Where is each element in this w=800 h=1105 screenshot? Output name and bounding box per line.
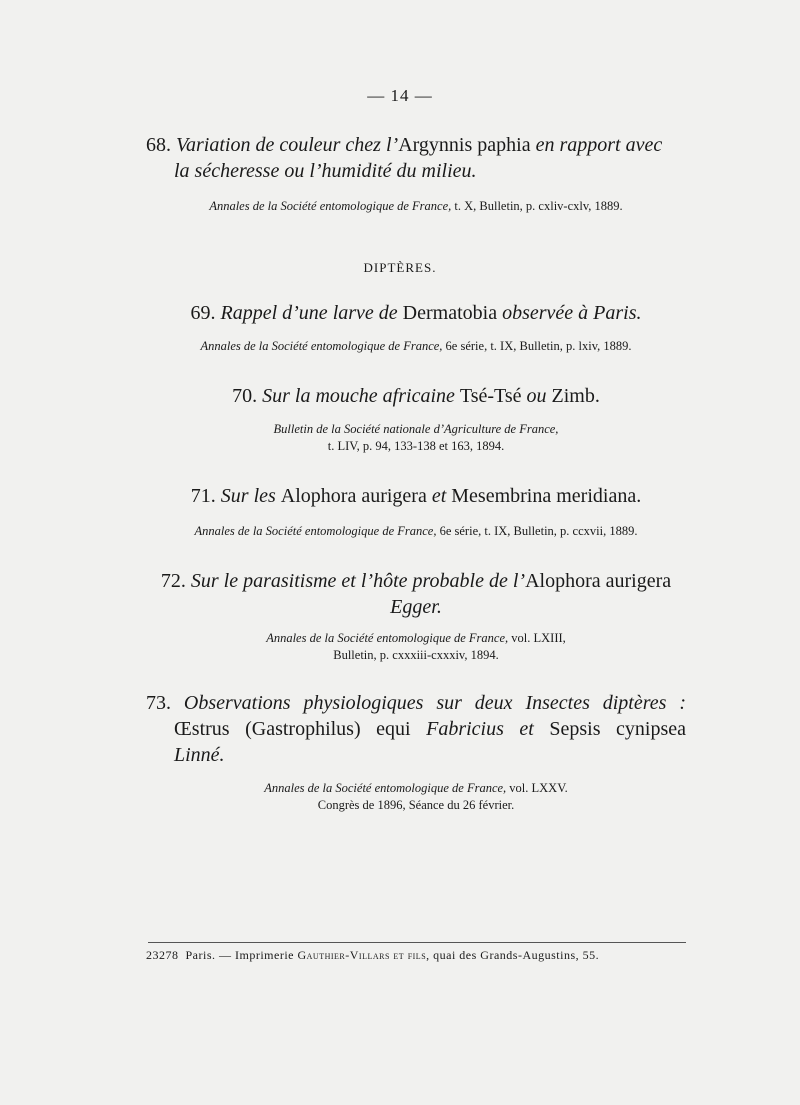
title-text: et — [503, 718, 550, 740]
species-name: Tsé-Tsé — [459, 385, 522, 407]
entry-title — [146, 132, 686, 158]
author-name: Linné. — [174, 744, 225, 766]
entry-reference — [146, 780, 686, 814]
species-name: Œstrus (Gastrophilus) equi — [174, 718, 427, 740]
reference-details: 6e série, t. IX, Bulletin, p. lxiv, 1889. — [445, 339, 632, 353]
entry-70 — [146, 383, 686, 455]
entry-71 — [146, 483, 686, 540]
entry-reference — [146, 421, 686, 455]
title-text: en rapport avec — [530, 134, 663, 156]
reference-details: t. LIV, p. 94, 133-138 et 163, 1894. — [327, 439, 505, 453]
title-text: Rappel d’une larve de — [220, 302, 403, 324]
species-name: Alophora aurigera — [525, 570, 672, 592]
entry-title — [146, 383, 686, 409]
section-heading: DIPTÈRES. — [363, 260, 437, 275]
entry-title — [146, 690, 686, 716]
entry-72 — [146, 568, 686, 664]
species-name: Alophora aurigera — [280, 485, 427, 507]
entry-reference — [146, 630, 686, 664]
title-text: Variation de couleur chez l’ — [176, 134, 399, 156]
title-text: observée à Paris. — [497, 302, 642, 324]
entry-number: 73. — [146, 692, 171, 714]
reference-details: t. X, Bulletin, p. cxliv-cxlv, 1889. — [454, 199, 623, 213]
entry-title — [146, 568, 686, 594]
species-name: Sepsis cynipsea — [549, 718, 686, 740]
reference-details: vol. LXIII, — [511, 631, 566, 645]
species-name: Mesembrina meridiana. — [451, 485, 642, 507]
reference-details-line2: Congrès de 1896, Séance du 26 février. — [317, 798, 515, 812]
entry-number: 72. — [160, 570, 186, 592]
entry-number: 69. — [190, 302, 216, 324]
footer-rule — [148, 942, 686, 943]
entry-number: 71. — [190, 485, 216, 507]
imprint-line — [146, 948, 599, 963]
title-text: Sur le parasitisme et l’hôte probable de l’ — [190, 570, 526, 592]
journal-name: Annales de la Société entomologique de France, — [264, 781, 507, 795]
reference-details: vol. LXXV. — [509, 781, 568, 795]
species-name: Dermatobia — [402, 302, 498, 324]
title-text: Sur la mouche africaine — [262, 385, 460, 407]
species-name: Argynnis paphia — [398, 134, 531, 156]
entry-title-line3 — [146, 742, 686, 768]
entry-title-line2 — [146, 716, 686, 742]
entry-number: 68. — [146, 134, 171, 156]
journal-name: Annales de la Société entomologique de France, — [200, 339, 443, 353]
entry-title-line2 — [146, 158, 686, 184]
reference-details-line2: Bulletin, p. cxxxiii-cxxxiv, 1894. — [333, 648, 499, 662]
journal-name: Annales de la Société entomologique de France, — [209, 199, 452, 213]
author-name: Fabricius — [426, 718, 504, 740]
journal-name: Bulletin de la Société nationale d’Agriculture de France, — [273, 422, 559, 436]
title-text: Observations physiologiques sur deux Insectes diptères : — [183, 692, 686, 714]
entry-73 — [146, 690, 686, 814]
title-text: et — [426, 485, 452, 507]
print-job-number: 23278 — [146, 948, 179, 962]
title-text: Egger. — [390, 596, 442, 618]
species-name: Zimb. — [551, 385, 600, 407]
entry-68 — [146, 132, 686, 215]
entry-title — [146, 300, 686, 326]
imprint-address: , quai des Grands-Augustins, 55. — [426, 948, 600, 962]
title-text: Sur les — [220, 485, 281, 507]
printer-name: Gauthier-Villars et fils — [297, 948, 427, 962]
entry-title — [146, 483, 686, 509]
entry-69 — [146, 300, 686, 355]
title-text: ou — [521, 385, 552, 407]
imprint-text: Paris. — Imprimerie — [185, 948, 298, 962]
entry-reference — [146, 198, 686, 215]
page-number: — 14 — — [367, 86, 433, 105]
reference-details: 6e série, t. IX, Bulletin, p. ccxvii, 1889. — [439, 524, 638, 538]
entry-title-line2 — [146, 594, 686, 620]
entry-reference — [146, 523, 686, 540]
entry-reference — [146, 338, 686, 355]
title-text: la sécheresse ou l’humidité du milieu. — [174, 160, 477, 182]
journal-name: Annales de la Société entomologique de France, — [266, 631, 509, 645]
journal-name: Annales de la Société entomologique de France, — [194, 524, 437, 538]
entry-number: 70. — [232, 385, 258, 407]
